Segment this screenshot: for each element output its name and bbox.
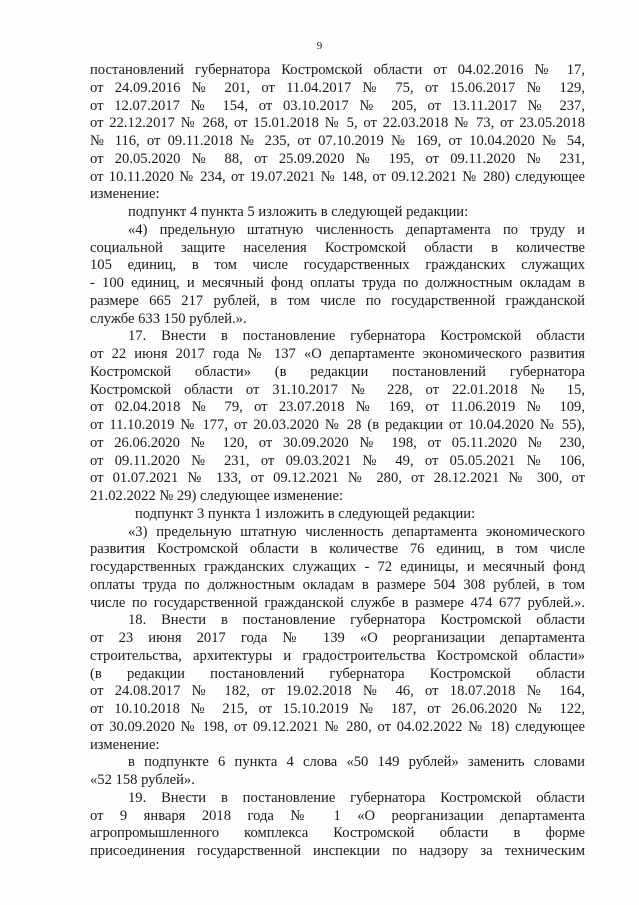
text-line: - 100 единиц, и месячный фонд оплаты труда по должностным окладам в [90, 275, 585, 291]
text-line: от 11.10.2019 № 177, от 20.03.2020 № 28 (в редакции от 10.04.2020 № 55), [90, 417, 585, 433]
text-line: от 20.05.2020 № 88, от 25.09.2020 № 195, от 09.11.2020 № 231, [90, 150, 585, 167]
text-line: от 24.09.2016 № 201, от 11.04.2017 № 75, от 15.06.2017 № 129, [90, 79, 585, 96]
text-line: от 12.07.2017 № 154, от 03.10.2017 № 205, от 13.11.2017 № 237, [90, 97, 585, 114]
text-line: 19. Внести в постановление губернатора Костромской области [128, 789, 585, 806]
text-line: от 10.11.2020 № 234, от 19.07.2021 № 148, от 09.12.2021 № 280) следующее [90, 168, 585, 185]
text-line: изменение: [90, 186, 160, 203]
text-line: постановлений губернатора Костромской области от 04.02.2016 № 17, [90, 62, 585, 78]
text-line: «3) предельную штатную численность департамента экономического [128, 523, 585, 540]
text-line: государственных гражданских служащих - 72 единицы, и месячный фонд [90, 559, 585, 575]
text-line: от 02.04.2018 № 79, от 23.07.2018 № 169, от 11.06.2019 № 109, [90, 399, 585, 416]
text-line: развития Костромской области в количестве 76 единиц, в том числе [90, 541, 585, 558]
text-line: размере 665 217 рублей, в том числе по государственной гражданской [90, 292, 585, 309]
text-line: от 23 июня 2017 года № 139 «О реорганизации департамента [90, 630, 585, 646]
text-line: агропромышленного комплекса Костромской области в форме [90, 825, 585, 842]
text-line: присоединения государственной инспекции по надзору за техническим [90, 843, 585, 859]
text-line: службе 633 150 рублей.». [90, 310, 247, 327]
text-line: от 22.12.2017 № 268, от 15.01.2018 № 5, от 22.03.2018 № 73, от 23.05.2018 [90, 115, 585, 132]
text-line: от 22 июня 2017 года № 137 «О департаменте экономического развития [90, 346, 585, 362]
text-line: от 30.09.2020 № 198, от 09.12.2021 № 280, от 04.02.2022 № 18) следующее [90, 718, 585, 735]
text-line: Костромской области от 31.10.2017 № 228, от 22.01.2018 № 15, [90, 381, 585, 398]
text-line: строительства, архитектуры и градостроительства Костромской области» [90, 647, 585, 664]
text-line: «4) предельную штатную численность департамента по труду и [128, 221, 585, 238]
text-line: в подпункте 6 пункта 4 слова «50 149 рублей» заменить словами [128, 754, 585, 771]
text-line: (в редакции постановлений губернатора Костромской области [90, 665, 585, 682]
text-line: 21.02.2022 № 29) следующее изменение: [90, 488, 344, 504]
text-line: от 10.10.2018 № 215, от 15.10.2019 № 187, от 26.06.2020 № 122, [90, 701, 585, 717]
page-number: 9 [316, 40, 323, 52]
text-line: № 116, от 09.11.2018 № 235, от 07.10.2019 № 169, от 10.04.2020 № 54, [90, 133, 585, 149]
text-line: от 9 января 2018 года № 1 «О реорганизации департамента [90, 807, 585, 824]
text-line: 18. Внести в постановление губернатора Костромской области [128, 612, 585, 629]
text-line: 17. Внести в постановление губернатора Костромской области [128, 328, 585, 345]
text-line: «52 158 рублей». [90, 772, 195, 788]
text-line: 105 единиц, в том числе государственных гражданских служащих [90, 257, 585, 274]
text-line: от 01.07.2021 № 133, от 09.12.2021 № 280, от 28.12.2021 № 300, от [90, 470, 585, 487]
text-line: от 09.11.2020 № 231, от 09.03.2021 № 49, от 05.05.2021 № 106, [90, 452, 585, 469]
text-line: подпункт 4 пункта 5 изложить в следующей редакции: [128, 204, 469, 220]
text-line: от 26.06.2020 № 120, от 30.09.2020 № 198, от 05.11.2020 № 230, [90, 434, 585, 451]
text-line: от 24.08.2017 № 182, от 19.02.2018 № 46, от 18.07.2018 № 164, [90, 683, 585, 700]
text-line: социальной защите населения Костромской области в количестве [90, 239, 585, 256]
text-line: изменение: [90, 736, 160, 753]
text-line: подпункт 3 пункта 1 изложить в следующей редакции: [135, 505, 476, 522]
text-line: Костромской области» (в редакции постановлений губернатора [90, 363, 585, 380]
document-body [90, 62, 585, 861]
text-line: числе по государственной гражданской службе в размере 474 677 рублей.». [90, 594, 585, 611]
text-line: оплаты труда по должностным окладам в размере 504 308 рублей, в том [90, 576, 585, 593]
